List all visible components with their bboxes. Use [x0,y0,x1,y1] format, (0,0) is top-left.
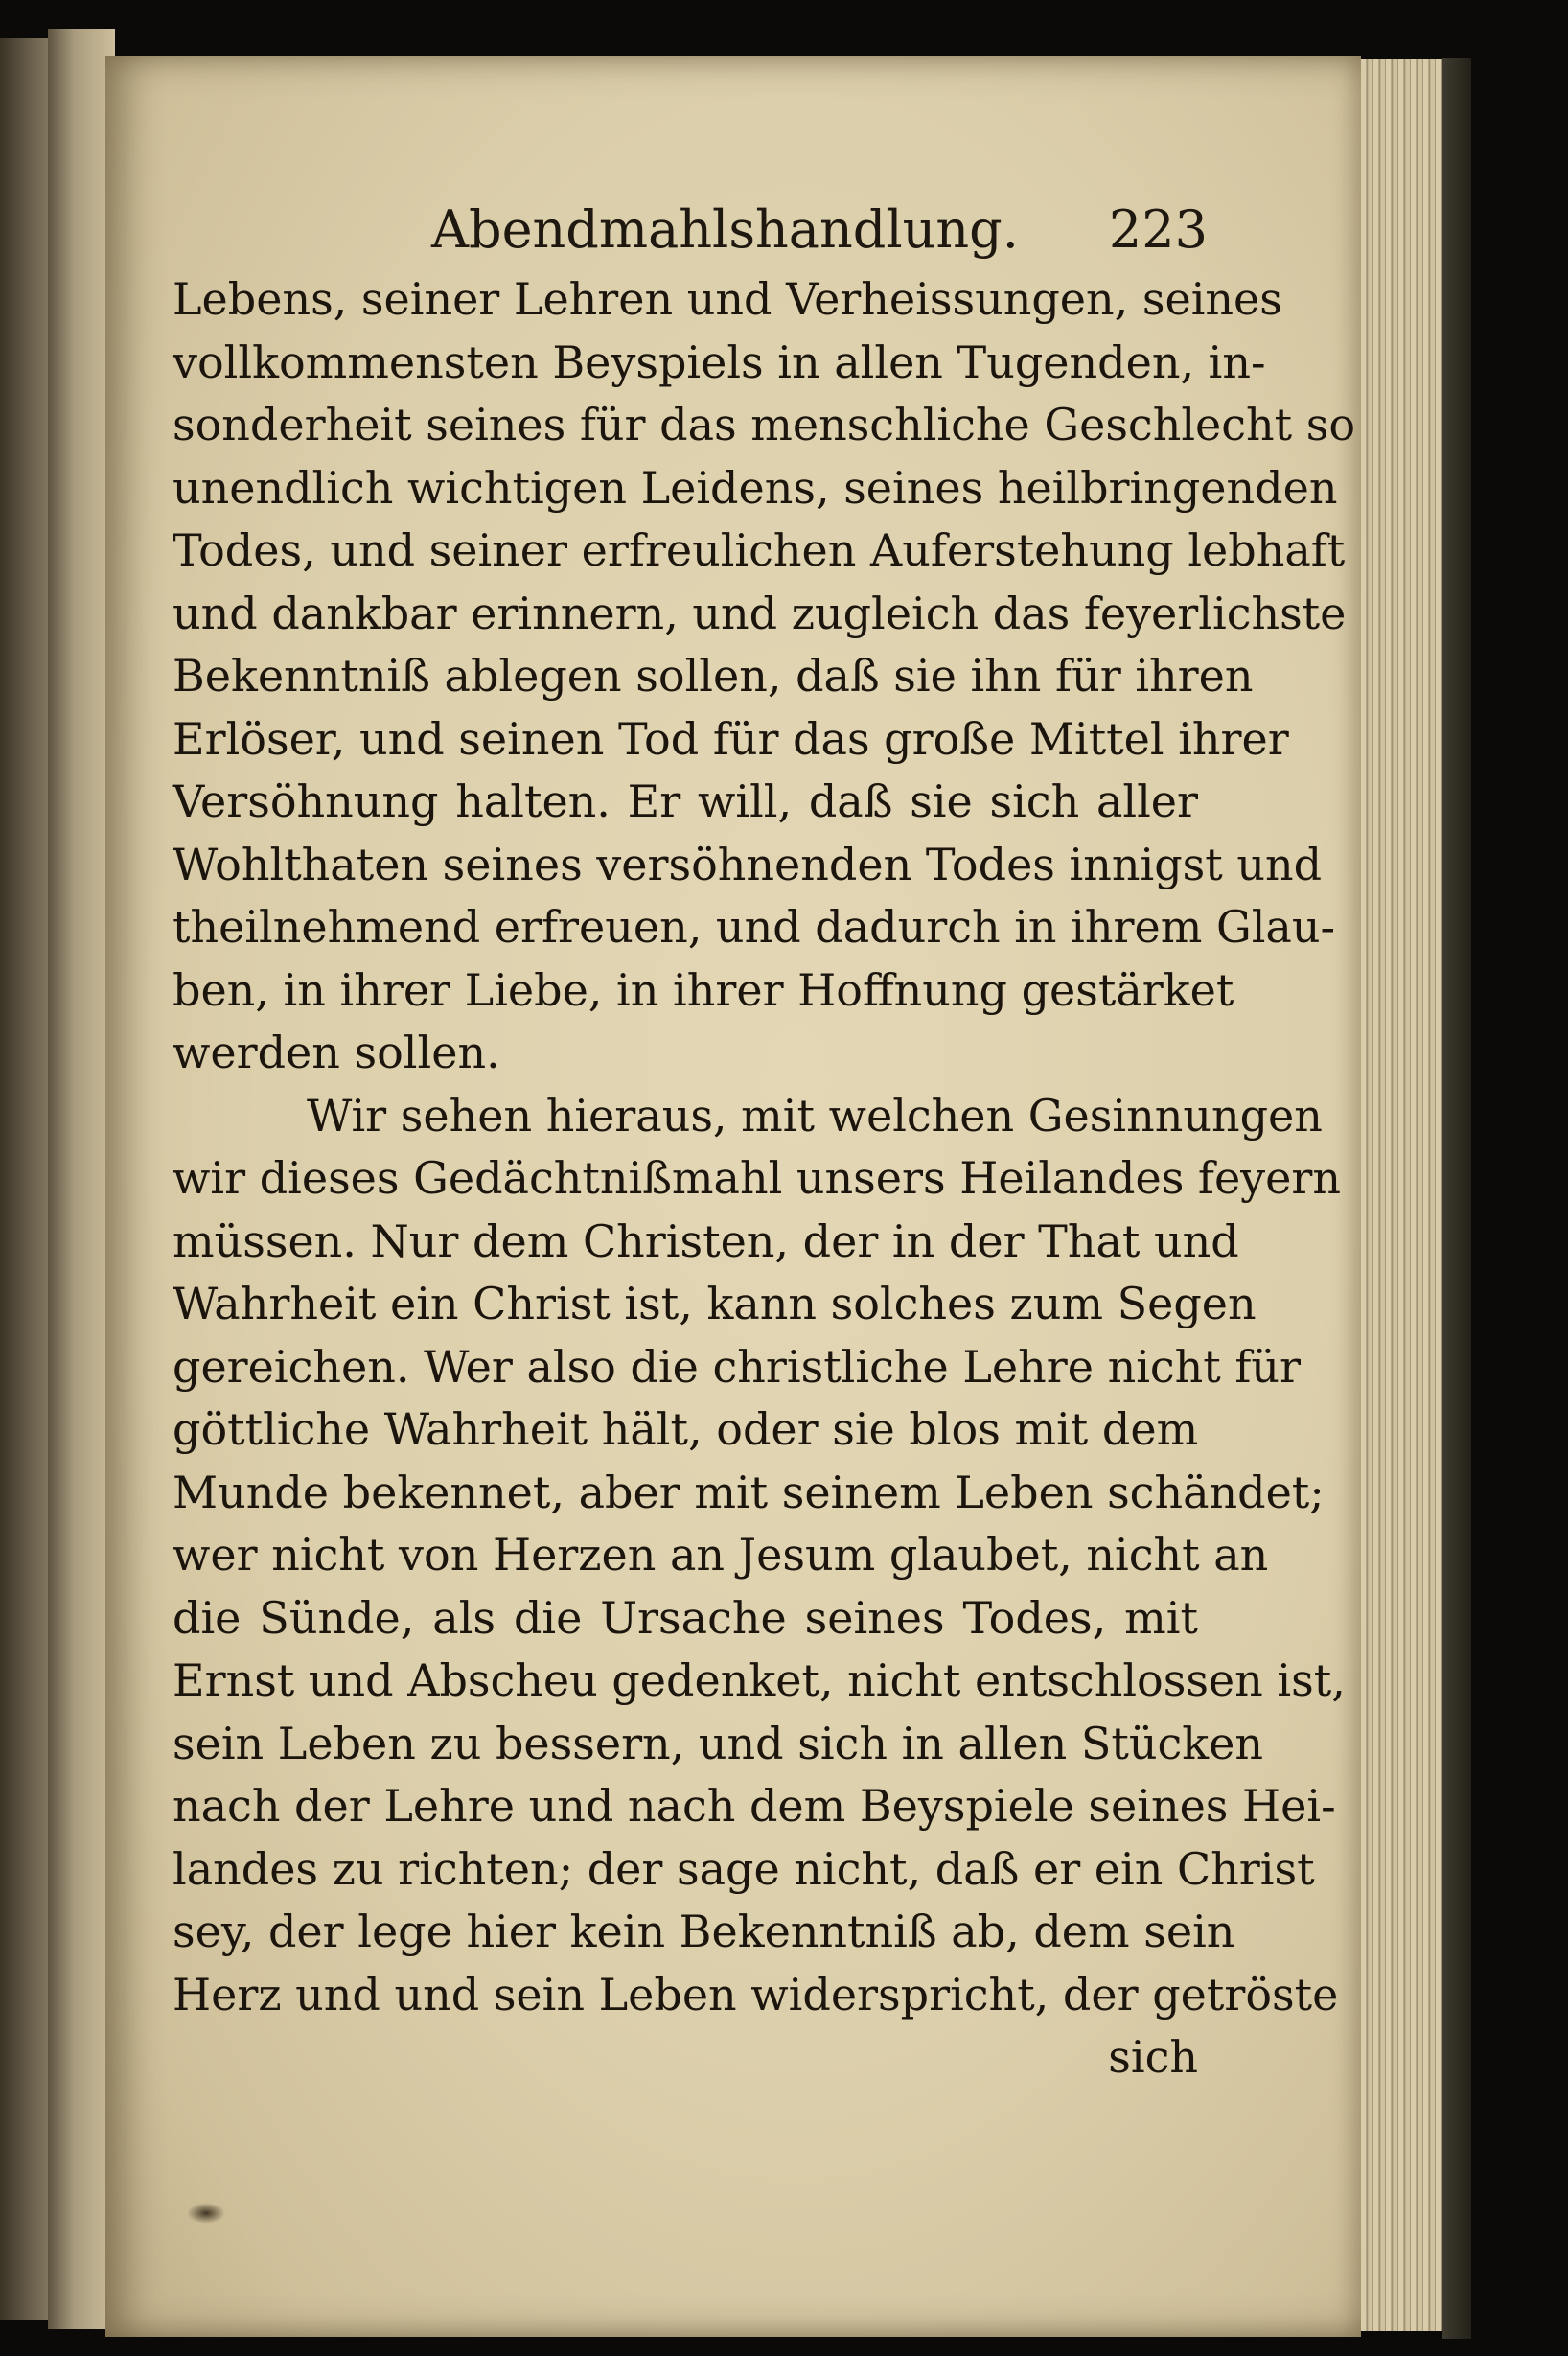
page-block-edges [1361,59,1447,2331]
text-line: und dankbar erinnern, und zugleich das feyerlichste [173,587,1347,639]
text-line: wer nicht von Herzen an Jesum glaubet, nicht an [173,1529,1269,1581]
text-line: gereichen. Wer also die christliche Lehre nicht für [173,1340,1302,1393]
text-line: theilnehmend erfreuen, und dadurch in ihrem Glau- [173,901,1336,953]
text-line: Lebens, seiner Lehren und Verheissungen, seines [173,273,1282,325]
text-line: werden sollen. [173,1027,500,1078]
text-line: Todes, und seiner erfreulichen Auferstehung lebhaft [173,524,1346,576]
text-line: Herz und und sein Leben widerspricht, der getröste [173,1968,1339,2021]
text-line: müssen. Nur dem Christen, der in der That und [173,1214,1239,1267]
text-line: landes zu richten; der sage nicht, daß er ein Christ [173,1842,1315,1895]
ink-stain [187,2203,225,2224]
running-title: Abendmahlshandlung. [431,199,1019,260]
text-line: die Sünde, als die Ursache seines Todes, mit [173,1591,1198,1644]
text-line: wir dieses Gedächtnißmahl unsers Heilandes feyern [173,1152,1341,1204]
book-cover-edge [1442,58,1471,2339]
text-line: Bekenntniß ablegen sollen, daß sie ihn für ihren [173,650,1254,702]
page-number: 223 [1108,199,1208,260]
text-line: Wohlthaten seines versöhnenden Todes innigst und [173,838,1323,890]
text-line: Versöhnung halten. Er will, daß sie sich aller [173,775,1198,827]
text-line: Wahrheit ein Christ ist, kann solches zum Segen [173,1278,1257,1329]
text-line: sey, der lege hier kein Bekenntniß ab, dem sein [173,1906,1235,1957]
text-line: vollkommensten Beyspiels in allen Tugenden, in- [173,335,1266,388]
text-line: sonderheit seines für das menschliche Geschlecht so [173,399,1356,450]
body-text [173,268,1356,2090]
text-line: Munde bekennet, aber mit seinem Leben schändet; [173,1466,1325,1518]
page-header [383,192,1208,268]
text-line: Ernst und Abscheu gedenket, nicht entschlossen ist, [173,1654,1346,1706]
text-line: ben, in ihrer Liebe, in ihrer Hoffnung gestärket [173,963,1234,1016]
text-line: sein Leben zu bessern, und sich in allen Stücken [173,1717,1263,1769]
text-line: unendlich wichtigen Leidens, seines heilbringenden [173,461,1338,514]
text-line: nach der Lehre und nach dem Beyspiele seines Hei- [173,1780,1336,1832]
catchword: sich [1108,2031,1198,2083]
text-line: Erlöser, und seinen Tod für das große Mittel ihrer [173,712,1289,765]
paragraph-start-line: Wir sehen hieraus, mit welchen Gesinnungen [307,1089,1323,1142]
text-line: göttliche Wahrheit hält, oder sie blos mit dem [173,1403,1199,1455]
